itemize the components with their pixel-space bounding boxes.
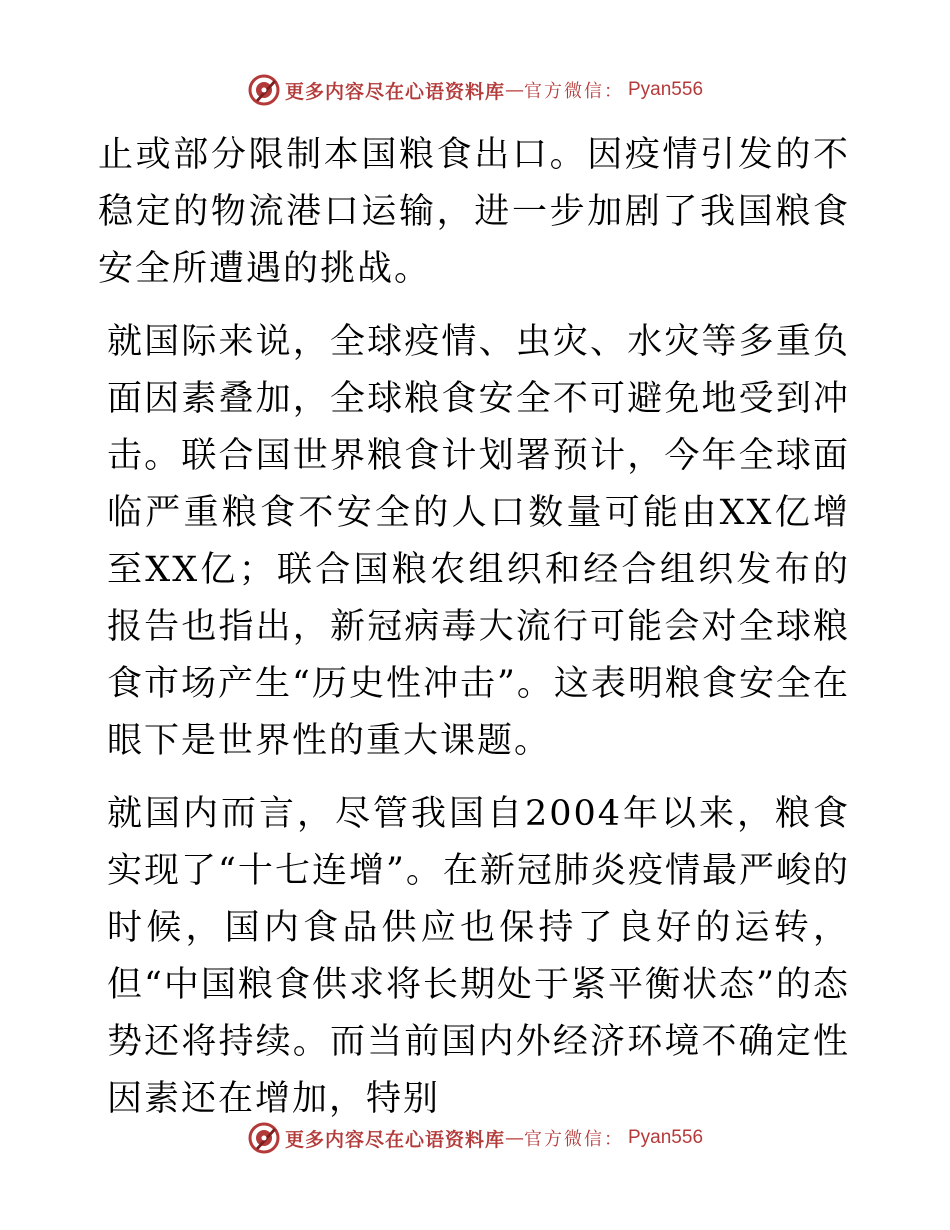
banner-text: 更多内容尽在心语资料库: [284, 80, 505, 103]
header-banner: [0, 70, 950, 110]
banner-colon: ：: [604, 81, 622, 102]
paragraph-domestic: 就国内而言，尽管我国自2004年以来，粮食实现了“十七连增”。在新冠肺炎疫情最严峻的时候，国内食品供应也保持了良好的运转，但“中国粮食供求将长期处于紧平衡状态”的态势还将持续。而当前国内外经济环境不确定性因素还在增加，特别: [107, 794, 850, 1119]
pen-logo-icon: [247, 1121, 281, 1155]
banner-text: 更多内容尽在心语资料库: [284, 1128, 505, 1151]
pen-logo-icon: [247, 73, 281, 107]
banner-separator: —: [505, 1127, 524, 1149]
paragraph-continued: 止或部分限制本国粮食出口。因疫情引发的不稳定的物流港口运输，进一步加剧了我国粮食安全所遭遇的挑战。: [98, 135, 850, 289]
banner-colon: ：: [604, 1129, 622, 1150]
wechat-label: 官方微信: [524, 81, 604, 102]
document-body: [98, 127, 850, 1144]
banner-separator: —: [505, 79, 524, 101]
wechat-id: Pyan556: [628, 1127, 704, 1148]
wechat-label: 官方微信: [524, 1129, 604, 1150]
wechat-id: Pyan556: [628, 79, 704, 100]
paragraph-international: 就国际来说，全球疫情、虫灾、水灾等多重负面因素叠加，全球粮食安全不可避免地受到冲击。联合国世界粮食计划署预计，今年全球面临严重粮食不安全的人口数量可能由XX亿增至XX亿；联合国粮农组织和经合组织发布的报告也指出，新冠病毒大流行可能会对全球粮食市场产生“历史性冲击”。这表明粮食安全在眼下是世界性的重大课题。: [107, 322, 850, 761]
footer-banner: [0, 1118, 950, 1158]
